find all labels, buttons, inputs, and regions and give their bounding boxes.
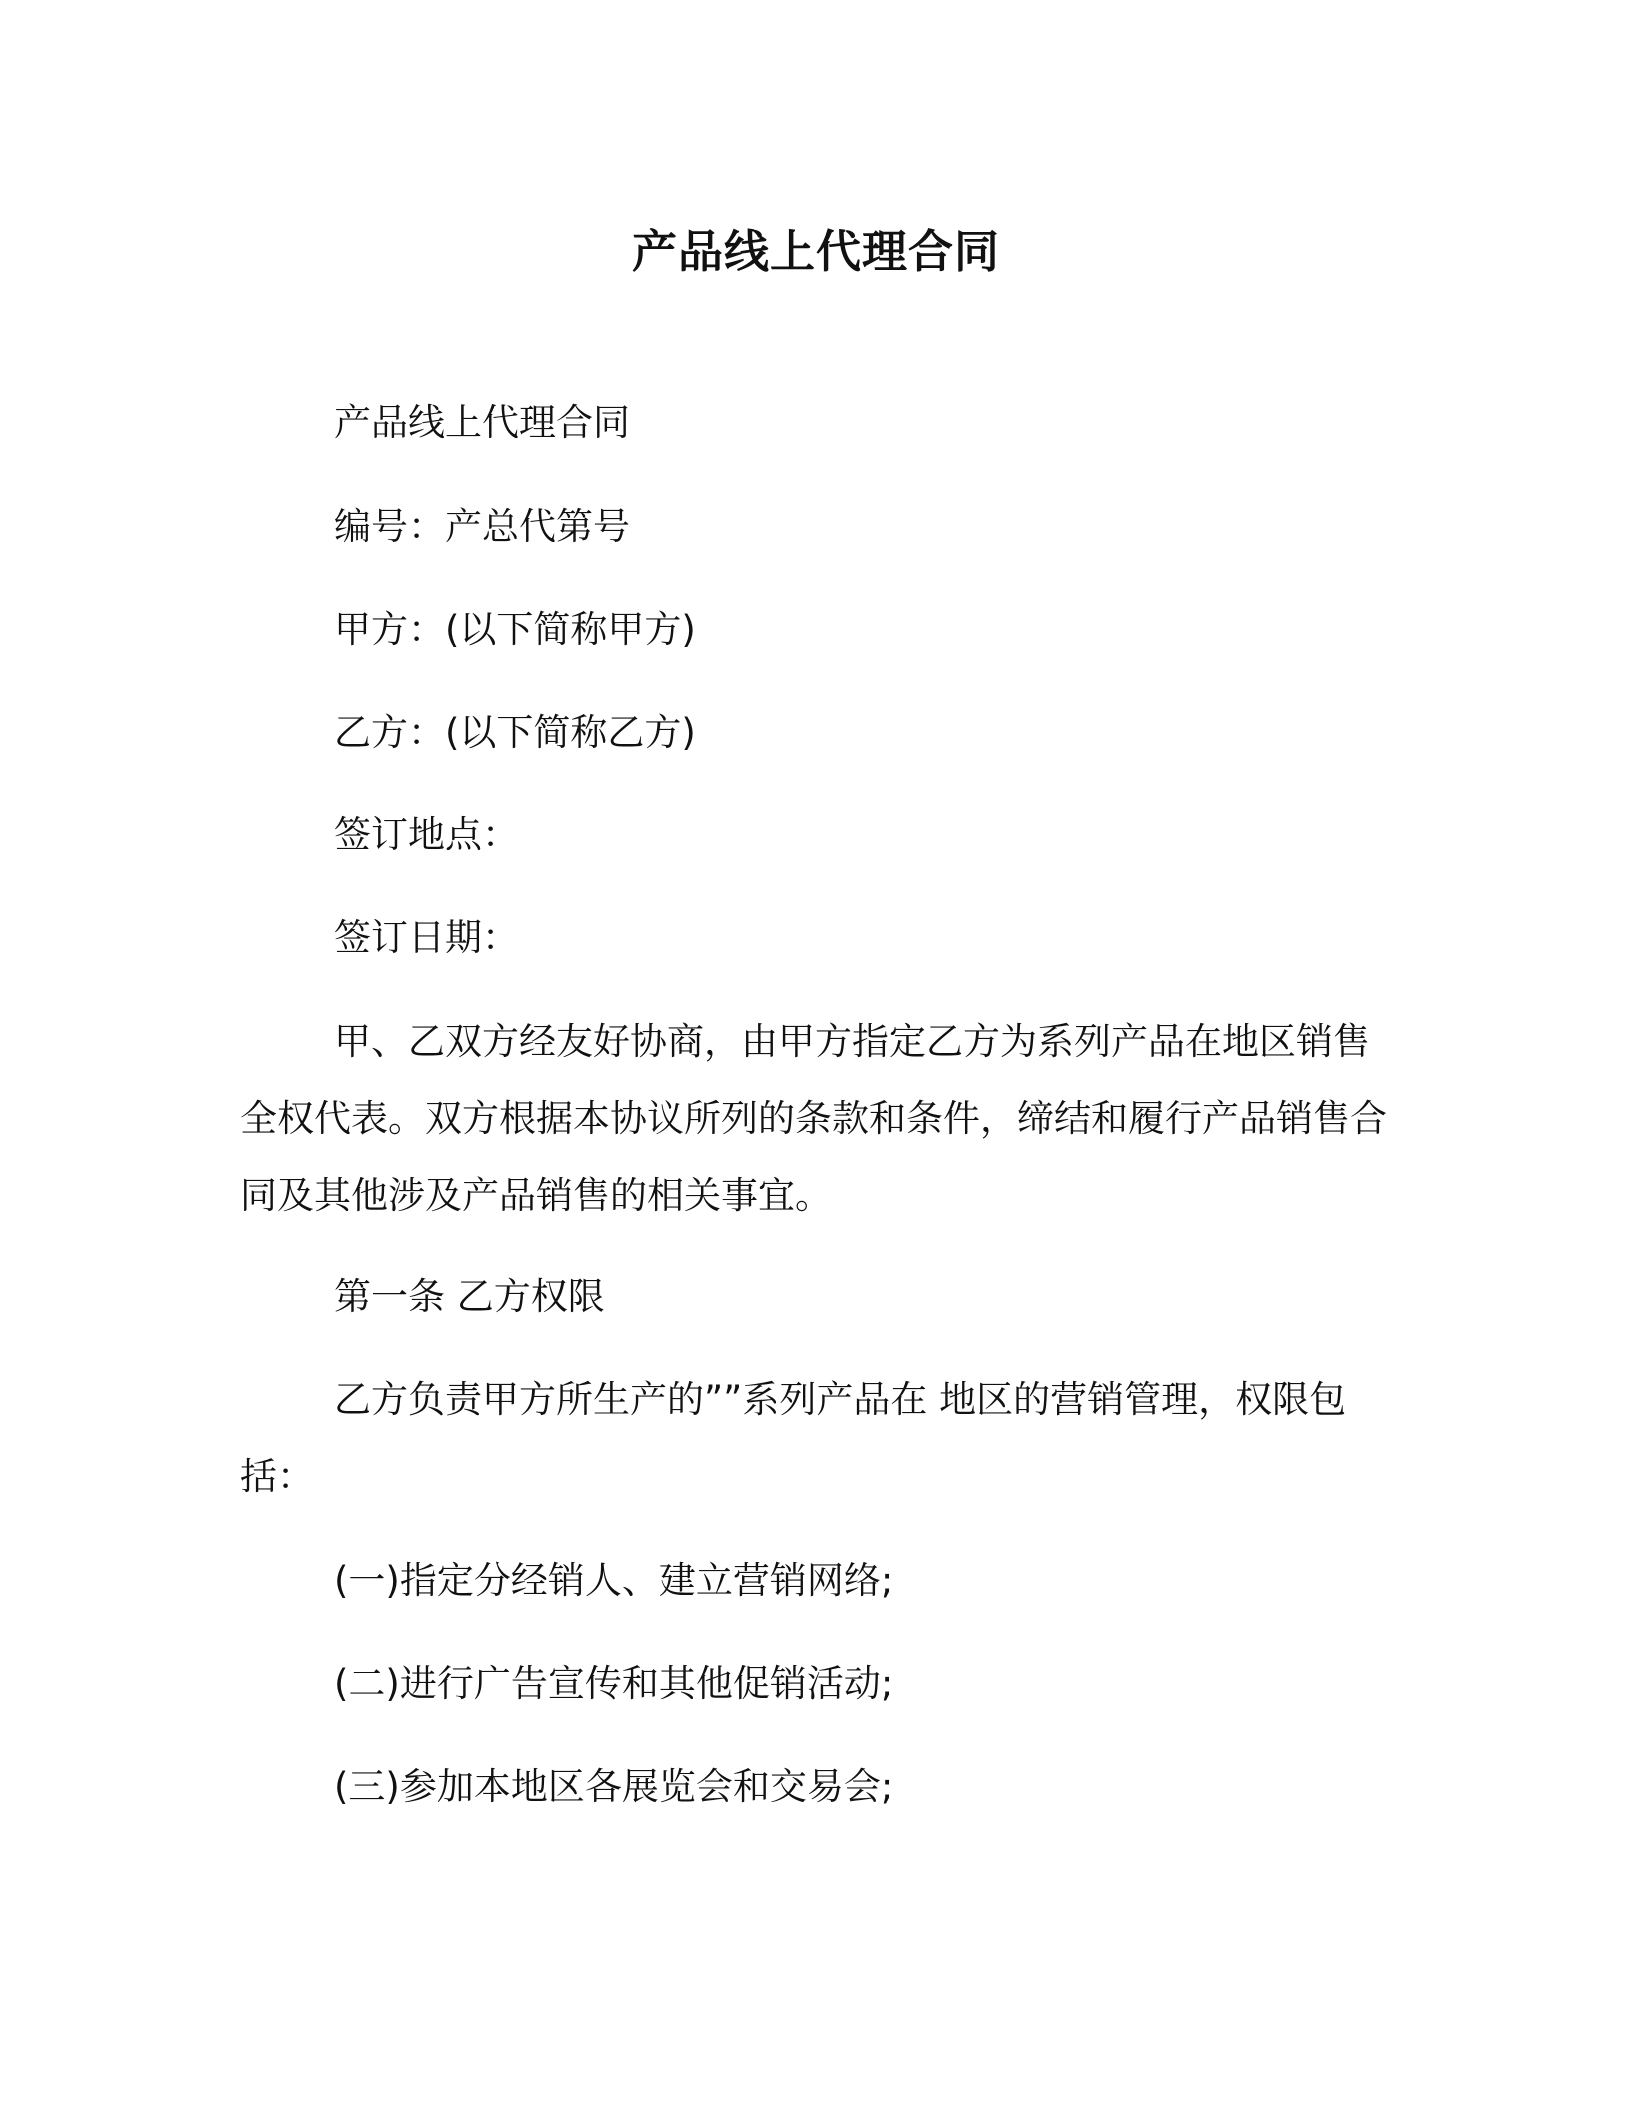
party-b-line: 乙方：(以下简称乙方) [334,711,696,754]
article-heading: 第一条 乙方权限 [334,1275,605,1318]
document-title: 产品线上代理合同 [631,225,1000,278]
list-item: (一)指定分经销人、建立营销网络; [334,1559,894,1602]
article-paragraph: 乙方负责甲方所生产的””系列产品在 地区的营销管理，权限包括： [240,1378,1347,1498]
subtitle-line: 产品线上代理合同 [334,401,630,444]
list-item: (二)进行广告宣传和其他促销活动; [334,1662,894,1705]
party-a-line: 甲方：(以下简称甲方) [334,608,696,651]
signing-place-line: 签订地点： [334,813,519,856]
intro-paragraph: 甲、乙双方经友好协商，由甲方指定乙方为系列产品在地区销售全权代表。双方根据本协议所列的条款和条件，缔结和履行产品销售合同及其他涉及产品销售的相关事宜。 [240,1020,1387,1217]
list-item: (三)参加本地区各展览会和交易会; [334,1765,894,1808]
signing-date-line: 签订日期： [334,916,519,959]
contract-number-line: 编号：产总代第号 [334,505,630,548]
